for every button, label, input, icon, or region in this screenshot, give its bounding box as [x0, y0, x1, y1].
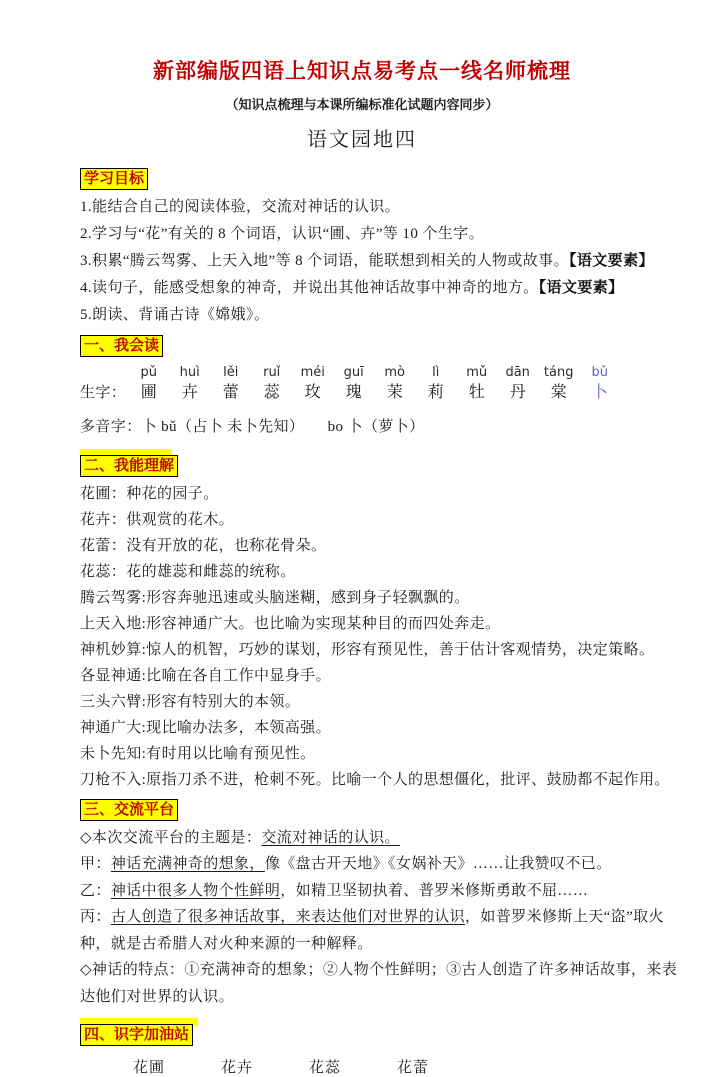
pinyin-char [378, 365, 411, 405]
definition-item: 花圃：种花的园子。 [80, 485, 219, 502]
goal-item [80, 221, 686, 248]
pinyin-char [255, 365, 288, 405]
pinyin-text: ruǐ [263, 365, 281, 380]
section-heading-reading: 一、我会读 [80, 335, 163, 357]
hanzi-text: 蕊 [263, 384, 280, 401]
hanzi-text: 卉 [181, 384, 198, 401]
definition-item: 各显神通:比喻在各自工作中显身手。 [80, 667, 331, 684]
definition-item: 神机妙算:惊人的机智，巧妙的谋划，形容有预见性，善于估计客观情势，决定策略。 [80, 641, 655, 658]
pinyin-text: mǔ [466, 365, 488, 380]
section-heading-goals: 学习目标 [80, 168, 148, 190]
pinyin-char [132, 365, 165, 405]
pinyin-text: lěi [223, 365, 239, 380]
section-heading-platform: 三、交流平台 [80, 799, 178, 821]
platform-line [80, 957, 686, 1010]
hanzi-text: 卜 [591, 384, 608, 401]
duoyin-label: 多音字： [80, 419, 142, 435]
doc-subtitle: （知识点梳理与本课所编标准化试题内容同步） [225, 97, 499, 112]
hanzi-text: 茉 [386, 384, 403, 401]
definition-item: 三头六臂:形容有特别大的本领。 [80, 693, 301, 710]
platform-post: ，如普罗米修斯上天“盗”取火种，就是古希腊人对火种来源的一种解释。 [80, 909, 664, 952]
literacy-word: 花蕾 [397, 1060, 430, 1076]
pinyin-char [214, 365, 247, 405]
goal-tag: 【语文要素】 [568, 253, 654, 269]
row-label: 生字： [80, 385, 127, 401]
hanzi-text: 莉 [427, 384, 444, 401]
pinyin-text: huì [179, 365, 200, 380]
underline-segment: 神话充满神奇的想象， [110, 856, 265, 872]
goals-list [80, 194, 686, 329]
goal-text: 2.学习与“花”有关的 8 个词语，认识“圃、卉”等 10 个生字。 [80, 226, 484, 242]
definition-item: 腾云驾雾:形容奔驰迅速或头脑迷糊，感到身子轻飘飘的。 [80, 589, 470, 606]
pinyin-text: bǔ [591, 365, 608, 380]
literacy-words-row [133, 1056, 686, 1077]
pinyin-text: lì [432, 365, 440, 380]
platform-pre: ◇本次交流平台的主题是： [80, 829, 262, 846]
hanzi-text: 蕾 [222, 384, 239, 401]
definition-item: 花蕊：花的雄蕊和雌蕊的统称。 [80, 563, 296, 580]
pinyin-char [460, 365, 493, 405]
pinyin-char [419, 365, 452, 405]
goal-item [80, 302, 686, 329]
section-heading-understand: 二、我能理解 [80, 455, 178, 477]
hanzi-text: 圃 [140, 384, 157, 401]
new-characters-row [80, 365, 686, 405]
goal-tag: 【语文要素】 [538, 280, 624, 296]
pinyin-char [501, 365, 534, 405]
platform-line [80, 904, 686, 957]
goal-item [80, 194, 686, 221]
definition-item: 花蕾：没有开放的花，也称花骨朵。 [80, 537, 327, 554]
platform-post: 像《盘古开天地》《女娲补天》……让我赞叹不已。 [264, 856, 612, 872]
pinyin-text: mò [384, 365, 406, 380]
pinyin-text: pǔ [140, 365, 157, 380]
hanzi-text: 牡 [468, 384, 485, 401]
goal-text: 5.朗读、背诵古诗《嫦娥》。 [80, 307, 270, 323]
goal-text: 4.读句子，能感受想象的神奇，并说出其他神话故事中神奇的地方。 [80, 280, 539, 296]
pinyin-char [542, 365, 575, 405]
platform-pre: 乙： [80, 882, 111, 899]
literacy-word: 花卉 [221, 1060, 254, 1076]
pinyin-text: méi [300, 365, 325, 380]
underline-segment: 神话中很多人物个性鲜明 [110, 882, 281, 899]
definition-item: 刀枪不入:原指刀杀不进，枪刺不死。比喻一个人的思想僵化，批评、鼓励都不起作用。 [80, 771, 670, 788]
platform-pre: ◇神话的特点：①充满神奇的想象；②人物个性鲜明；③古人创造了许多神话故事，来表达他们对世界的认识。 [80, 962, 678, 1005]
pinyin-char [337, 365, 370, 405]
platform-lines [80, 825, 686, 1011]
definition-item: 花卉：供观赏的花木。 [80, 511, 235, 528]
pinyin-char [296, 365, 329, 405]
literacy-word: 花蕊 [309, 1060, 342, 1076]
hanzi-text: 棠 [550, 384, 567, 401]
pinyin-text: dān [505, 365, 530, 380]
pinyin-text: táng [543, 365, 574, 380]
platform-pre: 甲： [80, 856, 111, 872]
section-heading-literacy: 四、识字加油站 [80, 1024, 193, 1046]
platform-line [80, 825, 686, 852]
definition-item: 未卜先知:有时用以比喻有预见性。 [80, 745, 316, 762]
document-body [80, 162, 686, 1077]
pinyin-char [173, 365, 206, 405]
goal-text: 1.能结合自己的阅读体验，交流对神话的认识。 [80, 199, 401, 215]
goal-item [80, 248, 686, 275]
platform-post: ，如精卫坚韧执着、普罗米修斯勇敢不屈…… [280, 882, 589, 899]
pinyin-text: guī [343, 365, 364, 380]
platform-line [80, 851, 686, 878]
duoyin-text: 卜 bǔ（占卜 未卜先知） bo 卜（萝卜） [141, 419, 425, 435]
hanzi-text: 瑰 [345, 384, 362, 401]
goal-item [80, 275, 686, 302]
pinyin-char-highlight [583, 365, 616, 405]
definition-item: 神通广大:现比喻办法多，本领高强。 [80, 719, 331, 736]
platform-line [80, 878, 686, 905]
goal-text: 3.积累“腾云驾雾、上天入地”等 8 个词语，能联想到相关的人物或故事。 [80, 253, 569, 269]
literacy-word: 花圃 [133, 1060, 166, 1076]
definition-item: 上天入地:形容神通广大。也比喻为实现某种目的而四处奔走。 [80, 615, 501, 632]
platform-pre: 丙： [80, 909, 111, 925]
doc-title: 新部编版四语上知识点易考点一线名师梳理 [153, 59, 571, 83]
lesson-title: 语文园地四 [307, 129, 417, 151]
underline-segment: 交流对神话的认识。 [261, 829, 400, 846]
definitions-list [80, 481, 686, 793]
hanzi-text: 丹 [509, 384, 526, 401]
underline-segment: 古人创造了很多神话故事，来表达他们对世界的认识 [110, 909, 466, 925]
hanzi-text: 玫 [304, 384, 321, 401]
duoyin-line [80, 414, 686, 441]
